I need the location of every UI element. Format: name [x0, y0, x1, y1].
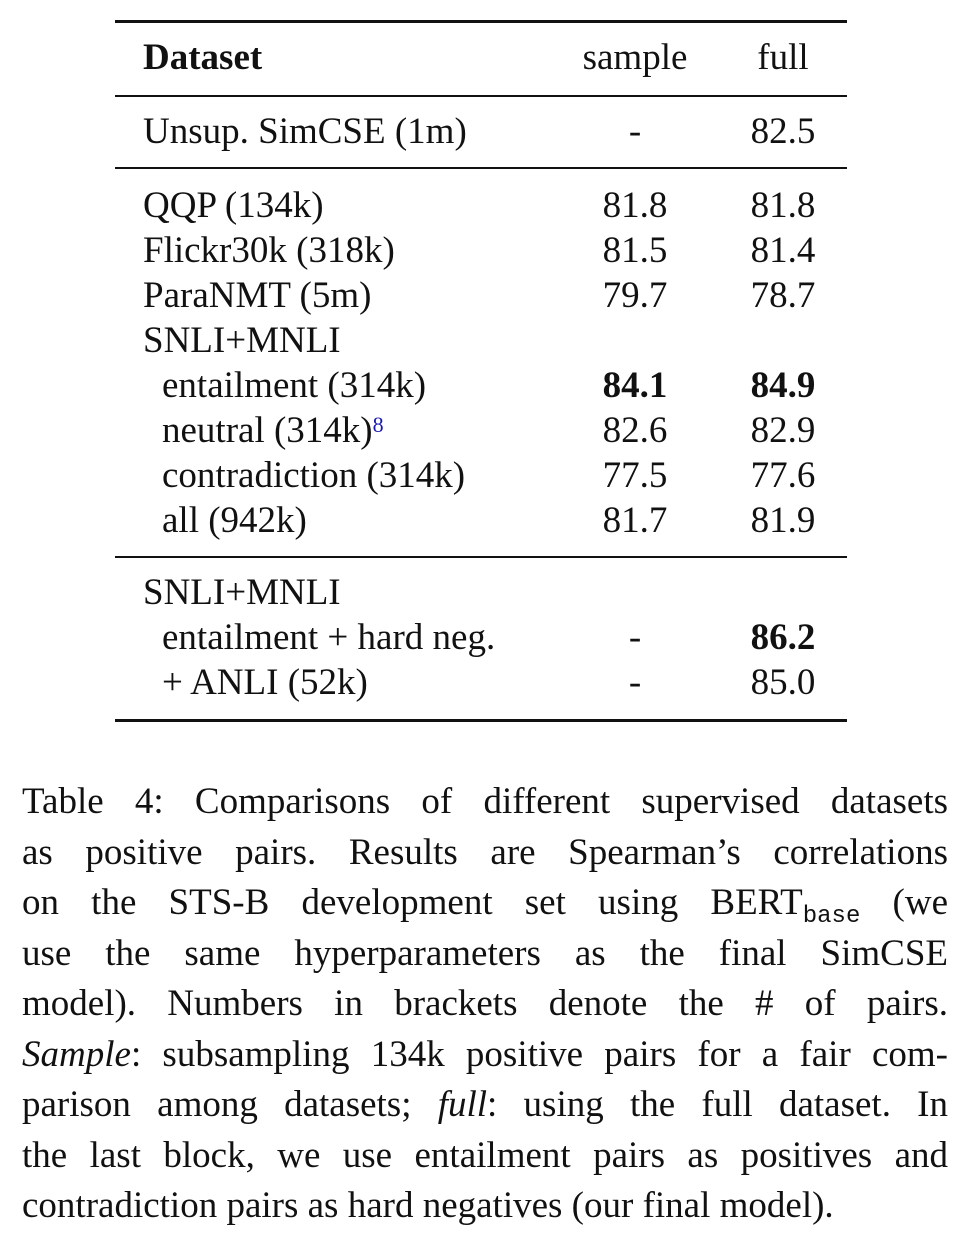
- row-full: 81.8: [750, 185, 816, 226]
- row-full: 84.9: [750, 365, 816, 406]
- table-row: [115, 363, 847, 408]
- row-sample: -: [628, 617, 642, 658]
- table-row: [115, 228, 847, 273]
- footnote-link[interactable]: 8: [372, 412, 384, 437]
- header-full: full: [757, 37, 809, 78]
- table-row: [115, 183, 847, 228]
- group-label: SNLI+MNLI: [143, 572, 341, 613]
- section-rule-2: [115, 556, 847, 558]
- row-full: 82.5: [750, 111, 816, 152]
- group-label-row: [115, 570, 847, 615]
- row-full: 78.7: [750, 275, 816, 316]
- row-full: 85.0: [750, 662, 816, 703]
- group-label-row: [115, 318, 847, 363]
- table-block-2: [115, 183, 847, 543]
- table-row: [115, 453, 847, 498]
- table-row: [115, 273, 847, 318]
- caption-text: (we: [860, 882, 948, 923]
- caption-text: : using the full dataset. In: [487, 1084, 948, 1125]
- caption-text: parison among datasets;: [22, 1084, 438, 1125]
- table-row: [115, 408, 847, 453]
- caption-line: [22, 878, 948, 929]
- caption-line: contradiction pairs as hard negatives (our final model).: [22, 1185, 834, 1226]
- caption-line: [22, 1080, 948, 1131]
- table-row: [115, 498, 847, 543]
- row-full: 81.9: [750, 500, 816, 541]
- row-full: 82.9: [750, 410, 816, 451]
- row-label: contradiction (314k): [162, 455, 466, 496]
- header-row: [115, 35, 847, 80]
- header-dataset: Dataset: [143, 37, 263, 78]
- row-sample: 81.8: [602, 185, 668, 226]
- caption-italic: Sample: [22, 1033, 131, 1075]
- top-rule: [115, 20, 847, 23]
- caption-line: as positive pairs. Results are Spearman’s correlations: [22, 831, 948, 873]
- row-label-wrap: [162, 408, 384, 453]
- row-sample: 77.5: [602, 455, 668, 496]
- caption-line: [22, 1030, 948, 1081]
- caption-subscript: base: [802, 903, 861, 930]
- section-rule-1: [115, 167, 847, 169]
- caption-italic: full: [437, 1084, 488, 1125]
- row-full: 77.6: [750, 455, 816, 496]
- table-row: [115, 660, 847, 705]
- row-full: 86.2: [750, 617, 816, 658]
- row-label: neutral (314k): [162, 410, 373, 451]
- row-sample: 81.5: [602, 230, 668, 271]
- table-block-3: [115, 570, 847, 705]
- row-label: Unsup. SimCSE (1m): [143, 111, 467, 152]
- bottom-rule: [115, 719, 847, 722]
- caption-line: Table 4: Comparisons of different supervised datasets: [22, 781, 948, 822]
- caption-text: on the STS-B development set using BERT: [22, 882, 803, 923]
- header-rule: [115, 95, 847, 97]
- row-sample: 82.6: [602, 410, 668, 451]
- row-label: all (942k): [162, 500, 307, 541]
- group-label: SNLI+MNLI: [143, 320, 341, 361]
- results-table: [115, 20, 847, 722]
- row-label: entailment (314k): [162, 365, 427, 406]
- row-sample: -: [628, 662, 642, 703]
- row-sample: 84.1: [602, 365, 668, 406]
- caption-line: model). Numbers in brackets denote the # of pairs.: [22, 983, 948, 1024]
- row-sample: 81.7: [602, 500, 668, 541]
- caption-line: use the same hyperparameters as the final SimCSE: [22, 932, 948, 974]
- caption-line: the last block, we use entailment pairs as positives and: [22, 1134, 948, 1176]
- row-label: ParaNMT (5m): [143, 275, 372, 316]
- table-row: [115, 615, 847, 660]
- row-sample: 79.7: [602, 275, 668, 316]
- table-row-unsup: [115, 109, 847, 154]
- row-label: Flickr30k (318k): [143, 230, 395, 271]
- table-caption: [22, 777, 948, 1232]
- row-sample: -: [628, 111, 642, 152]
- caption-text: : subsampling 134k positive pairs for a fair com-: [130, 1033, 948, 1075]
- header-sample: sample: [582, 37, 688, 78]
- row-label: QQP (134k): [143, 185, 324, 226]
- row-full: 81.4: [750, 230, 816, 271]
- row-label: + ANLI (52k): [162, 662, 368, 703]
- row-label: entailment + hard neg.: [162, 617, 496, 658]
